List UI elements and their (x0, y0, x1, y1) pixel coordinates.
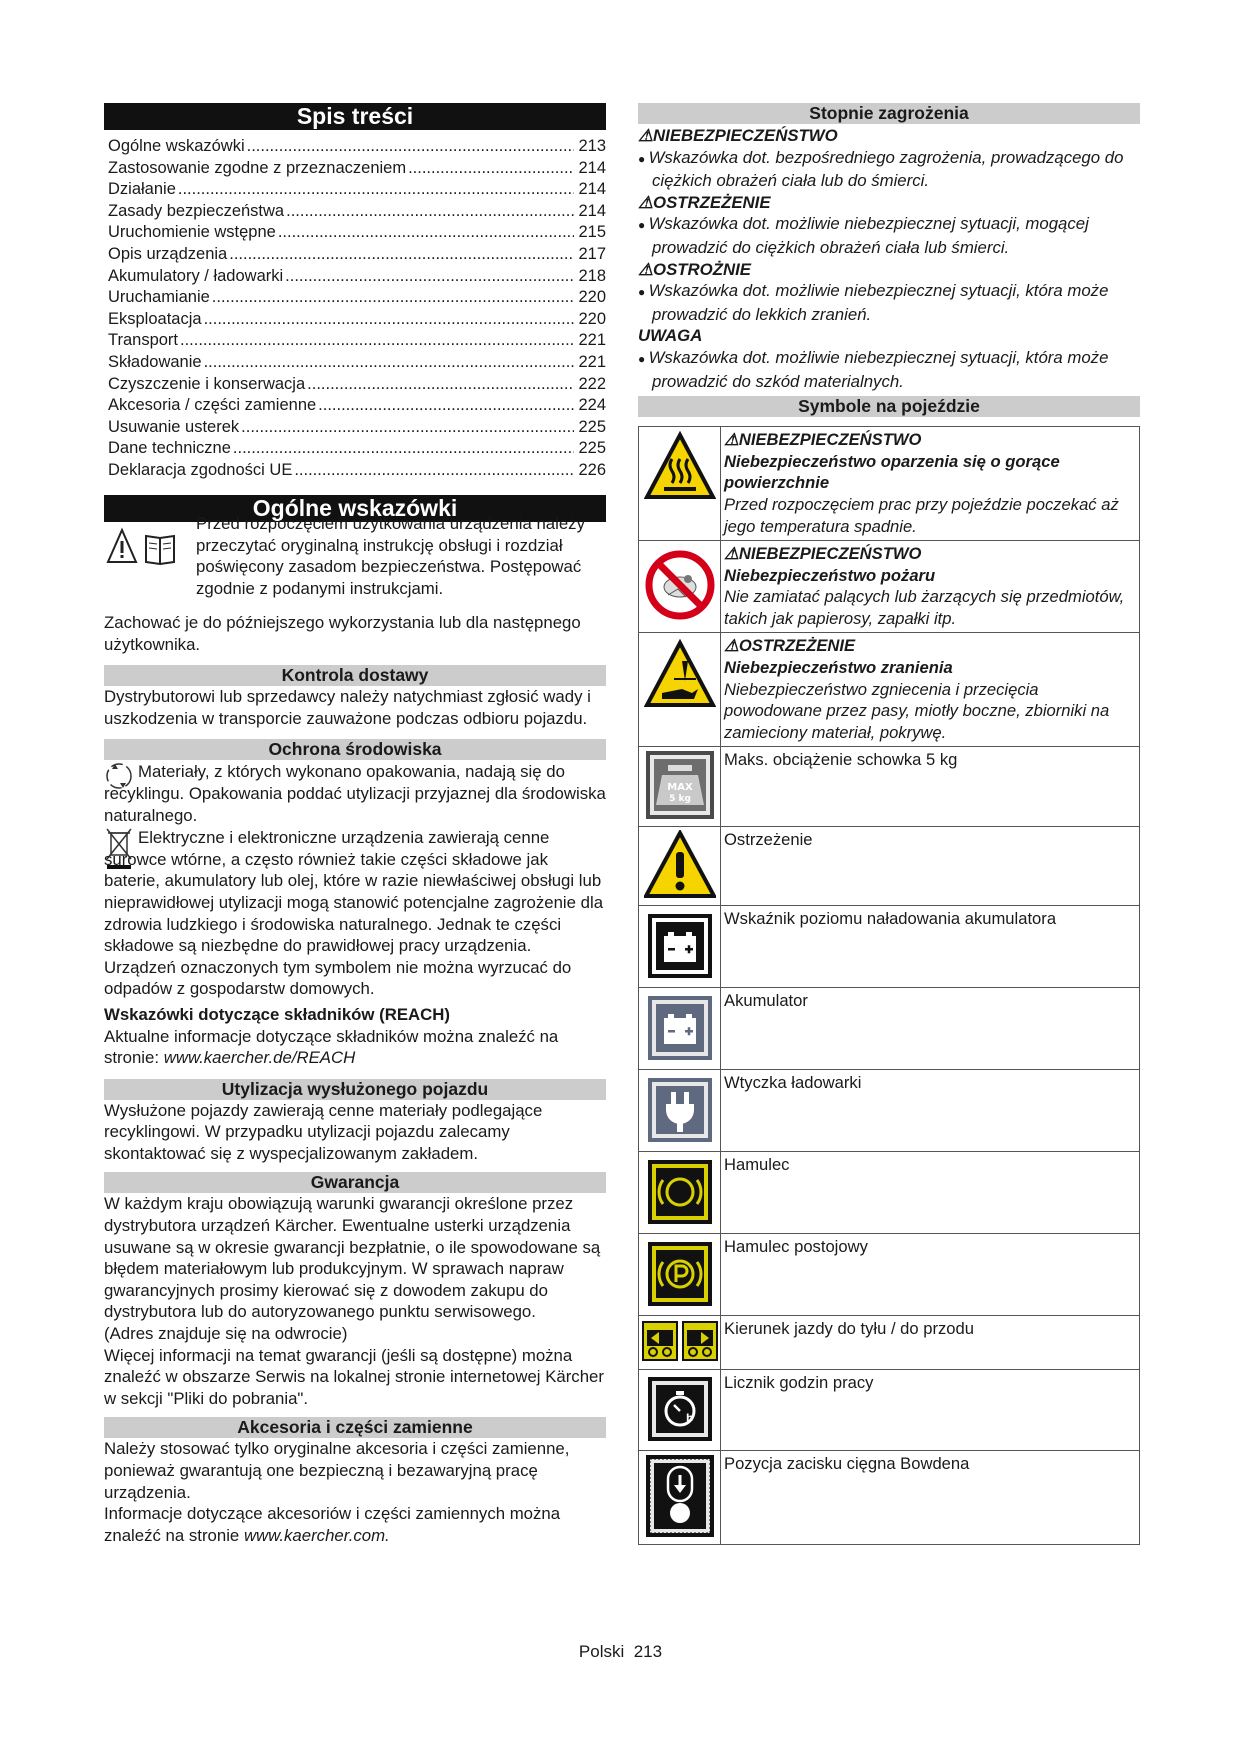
svg-text:h: h (685, 1413, 693, 1425)
hazard-level-description (638, 347, 1140, 392)
injury-level: ⚠OSTRZEŻENIE (724, 636, 856, 656)
disposal-title: Utylizacja wysłużonego pojazdu (104, 1079, 606, 1100)
hazard-level-label (638, 125, 1140, 147)
direction-icon (639, 1316, 721, 1370)
toc-leader-dots (408, 158, 574, 180)
injury-head: Niebezpieczeństwo zranienia (724, 658, 953, 678)
battery-icon (639, 988, 721, 1070)
symbol-row-max-load (639, 747, 1140, 827)
no-burning-objects-icon (639, 541, 721, 633)
toc-leader-dots (178, 179, 574, 201)
hot-surface-icon (639, 427, 721, 541)
toc-entry-label: Transport (108, 331, 178, 350)
toc-leader-dots (241, 417, 574, 439)
electronics-text: Elektryczne i elektroniczne urządzenia zawierają cenne surowce wtórne, a często również takie części składowe jak baterie, akumulatory lub olej, które w razie niewłaściwej obsługi lub nieprawidłowej utylizacji mogą stanowić potencjalne zagrożenie dla zdrowia ludzkiego i środowiska naturalnego. Jednak te części składowe są niezbędne do prawidłowej pracy urządzenia. Urządzeń oznaczonych tym symbolem nie można wyrzucać do odpadów z gospodarstw domowych. (104, 828, 604, 999)
warning-manual-icon (104, 526, 184, 568)
toc-entry-page: 224 (578, 396, 606, 415)
symbol-row-fire (639, 541, 1140, 633)
battery-level-text: Wskaźnik poziomu naładowania akumulatora (721, 906, 1140, 988)
burn-head: Niebezpieczeństwo oparzenia się o gorące powierzchnie (724, 451, 1060, 493)
battery-level-icon (639, 906, 721, 988)
hour-counter-icon (639, 1370, 721, 1451)
toc-entry-page: 217 (578, 244, 606, 263)
symbol-row-battery-level (639, 906, 1140, 988)
electronics-block (104, 827, 606, 1000)
warning-triangle-icon: ⚠ (638, 192, 654, 212)
toc-leader-dots (180, 330, 574, 352)
toc-entry-label: Uruchomienie wstępne (108, 223, 276, 242)
toc-entry[interactable] (108, 136, 606, 158)
toc-entry[interactable] (108, 309, 606, 331)
toc-entry[interactable] (108, 222, 606, 244)
symbol-fire-text (721, 541, 1140, 633)
hazard-level-name: OSTROŻNIE (653, 259, 751, 279)
toc-entry-label: Deklaracja zgodności UE (108, 460, 293, 479)
toc-entry[interactable] (108, 352, 606, 374)
fire-level: ⚠NIEBEZPIECZEŃSTWO (724, 544, 922, 564)
toc-entry-page: 218 (578, 266, 606, 285)
toc-leader-dots (285, 266, 574, 288)
toc-leader-dots (318, 395, 574, 417)
toc-entry[interactable] (108, 395, 606, 417)
hazard-level-text: Wskazówka dot. możliwie niebezpiecznej sytuacji, która może prowadzić do lekkich zranień. (648, 281, 1109, 324)
right-column (638, 103, 1140, 1545)
toc-leader-dots (286, 201, 574, 223)
toc-leader-dots (229, 244, 574, 266)
toc-entry[interactable] (108, 179, 606, 201)
reach-title: Wskazówki dotyczące składników (REACH) (104, 1004, 450, 1024)
bullet-icon: ● (638, 351, 649, 366)
accessories-text: Należy stosować tylko oryginalne akcesoria i części zamienne, ponieważ gwarantują one bezpieczną i bezawaryjną pracę urządzenia. (104, 1439, 570, 1502)
toc-entry-page: 214 (578, 158, 606, 177)
fire-text: Nie zamiatać palących lub żarzących się przedmiotów, takich jak papierosy, zapałki itp. (724, 587, 1125, 628)
footer-language: Polski (578, 1642, 625, 1661)
delivery-text: Dystrybutorowi lub sprzedawcy należy natychmiast zgłosić wady i uszkodzenia w transporcie zauważone podczas odbioru pojazdu. (104, 687, 591, 728)
toc-entry-page: 220 (578, 309, 606, 328)
injury-level-label: OSTRZEŻENIE (738, 636, 856, 656)
warning-triangle-icon: ⚠ (638, 126, 654, 145)
hazard-level-text: Wskazówka dot. możliwie niebezpiecznej sytuacji, która może prowadzić do szkód materialnych. (648, 347, 1109, 391)
toc-entry-label: Zastosowanie zgodne z przeznaczeniem (108, 158, 407, 177)
toc-leader-dots (233, 438, 574, 460)
toc-entry[interactable] (108, 266, 606, 288)
bullet-icon: ● (638, 285, 649, 300)
toc-entry-label: Akcesoria / części zamienne (108, 396, 317, 415)
kaercher-link[interactable]: www.kaercher.com. (243, 1525, 390, 1545)
bullet-icon: ● (638, 151, 649, 166)
toc-entry[interactable] (108, 201, 606, 223)
direction-text: Kierunek jazdy do tyłu / do przodu (721, 1316, 1140, 1370)
symbol-row-direction (639, 1316, 1140, 1370)
burn-level-label: NIEBEZPIECZEŃSTWO (738, 430, 922, 450)
toc-leader-dots (204, 352, 574, 374)
page-footer (0, 1642, 1241, 1662)
symbol-row-parking-brake (639, 1234, 1140, 1316)
warranty-address: (Adres znajduje się na odwrocie) (104, 1324, 348, 1344)
symbol-row-injury (639, 633, 1140, 747)
reach-text-label: Aktualne informacje dotyczące składników można znaleźć na stronie: (104, 1026, 559, 1068)
bowden-clamp-icon (639, 1451, 721, 1545)
general-intro-text: Przed rozpoczęciem użytkowania urządzenia należy przeczytać oryginalną instrukcję obsługi i rozdział poświęcony zasadom bezpieczeństwa. Postępować zgodnie z podanymi instrukcjami. (196, 514, 585, 598)
toc-entry-label: Eksploatacja (108, 309, 202, 328)
hour-counter-text: Licznik godzin pracy (721, 1370, 1140, 1451)
symbol-injury-text (721, 633, 1140, 747)
battery-text: Akumulator (721, 988, 1140, 1070)
hazard-level-text: Wskazówka dot. bezpośredniego zagrożenia, prowadzącego do ciężkich obrażeń ciała lub do śmierci. (648, 147, 1124, 191)
toc-entry[interactable] (108, 460, 606, 482)
toc-list (104, 130, 606, 484)
toc-entry-label: Zasady bezpieczeństwa (108, 201, 285, 220)
toc-entry-label: Dane techniczne (108, 439, 231, 458)
hazard-level-description (638, 147, 1140, 192)
toc-entry-label: Składowanie (108, 352, 202, 371)
symbol-row-hour-counter (639, 1370, 1140, 1451)
symbols-title: Symbole na pojeździe (638, 396, 1140, 417)
toc-entry-page: 221 (578, 331, 606, 350)
symbol-row-warning (639, 827, 1140, 906)
hand-crush-icon (639, 633, 721, 747)
toc-leader-dots (278, 222, 574, 244)
warning-icon (639, 827, 721, 906)
parking-brake-icon (639, 1234, 721, 1316)
parking-brake-text: Hamulec postojowy (721, 1234, 1140, 1316)
toc-entry-page: 220 (578, 288, 606, 307)
toc-entry-page: 221 (578, 352, 606, 371)
toc-entry-label: Działanie (108, 180, 176, 199)
environment-title: Ochrona środowiska (104, 739, 606, 760)
max-icon-top: MAX (666, 782, 693, 794)
toc-entry-page: 215 (578, 223, 606, 242)
accessories-title: Akcesoria i części zamienne (104, 1417, 606, 1438)
recycling-block (104, 761, 606, 826)
burn-text: Przed rozpoczęciem prac przy pojeździe poczekać aż jego temperatura spadnie. (724, 494, 1119, 536)
toc-entry-page: 213 (578, 137, 606, 155)
warning-text: Ostrzeżenie (721, 827, 1140, 906)
bullet-icon: ● (638, 218, 649, 233)
toc-entry[interactable] (108, 158, 606, 180)
accessories-info-label: Informacje dotyczące akcesoriów i części zamiennych można znaleźć na stronie (104, 1504, 561, 1545)
bowden-text: Pozycja zacisku cięgna Bowdena (721, 1451, 1140, 1545)
max-icon-bottom: 5 kg (668, 794, 691, 805)
charger-plug-icon (639, 1070, 721, 1152)
hazard-level-name: NIEBEZPIECZEŃSTWO (653, 126, 838, 145)
general-title: Ogólne wskazówki (104, 495, 606, 522)
toc-entry[interactable] (108, 287, 606, 309)
general-keep: Zachować je do późniejszego wykorzystania lub dla następnego użytkownika. (104, 613, 581, 654)
warranty-text: W każdym kraju obowiązują warunki gwarancji określone przez dystrybutora urządzeń Kärcher. Ewentualne usterki urządzenia usuwane są w okresie gwarancji bezpłatnie, o ile spowodowane są błędem materiałowym lub produkcyjnym. W sprawach napraw gwarancyjnych prosimy kierować się z dowodem zakupu do dystrybutora lub do autoryzowanego punktu serwisowego. (104, 1194, 601, 1322)
footer-page-number: 213 (633, 1642, 663, 1661)
toc-entry-label: Usuwanie usterek (108, 417, 240, 436)
toc-entry-page: 226 (578, 460, 606, 479)
toc-leader-dots (204, 309, 574, 331)
toc-leader-dots (294, 460, 574, 482)
symbol-row-charger (639, 1070, 1140, 1152)
symbol-row-burn (639, 427, 1140, 541)
toc-entry-label: Akumulatory / ładowarki (108, 266, 284, 285)
fire-head: Niebezpieczeństwo pożaru (724, 565, 936, 585)
toc-entry-page: 222 (578, 374, 606, 393)
toc-entry-page: 214 (578, 201, 606, 220)
hazard-level-name: OSTRZEŻENIE (653, 192, 771, 212)
toc-entry-label: Uruchamianie (108, 288, 210, 307)
toc-entry-page: 225 (578, 439, 606, 458)
left-column (104, 103, 606, 1546)
toc-leader-dots (247, 136, 574, 158)
burn-level: ⚠NIEBEZPIECZEŃSTWO (724, 430, 922, 450)
hazard-levels-title: Stopnie zagrożenia (638, 103, 1140, 124)
toc-entry[interactable] (108, 374, 606, 396)
max-load-icon (639, 747, 721, 827)
fire-level-label: NIEBEZPIECZEŃSTWO (738, 544, 922, 564)
reach-link[interactable]: www.kaercher.de/REACH (163, 1048, 356, 1068)
toc-entry-label: Czyszczenie i konserwacja (108, 374, 306, 393)
toc-entry-label: Opis urządzenia (108, 244, 228, 263)
hazard-level-name: UWAGA (638, 326, 703, 346)
delivery-title: Kontrola dostawy (104, 665, 606, 686)
warranty-more: Więcej informacji na temat gwarancji (jeśli są dostępne) można znaleźć w obszarze Serwis na lokalnej stronie internetowej Kärcher w sekcji "Pliki do pobrania". (104, 1345, 604, 1408)
warranty-title: Gwarancja (104, 1172, 606, 1193)
max-load-text: Maks. obciążenie schowka 5 kg (721, 747, 1140, 827)
toc-leader-dots (212, 287, 574, 309)
recycling-text: Materiały, z których wykonano opakowania, nadają się do recyklingu. Opakowania poddać utylizacji przyjaznej dla środowiska naturalnego. (104, 762, 606, 825)
toc-entry-page: 214 (578, 180, 606, 199)
toc-entry-page: 225 (578, 417, 606, 436)
symbol-row-battery (639, 988, 1140, 1070)
injury-text: Niebezpieczeństwo zgniecenia i przecięcia powodowane przez pasy, miotły boczne, zbiorniki na zamieciony materiał, pokrywę. (724, 679, 1110, 742)
disposal-text: Wysłużone pojazdy zawierają cenne materiały podlegające recyklingowi. W przypadku utylizacji pojazdu zalecamy skontaktować się z wyspecjalizowanym zakładem. (104, 1100, 543, 1163)
accessories-info (104, 1503, 606, 1546)
toc-entry[interactable] (108, 417, 606, 439)
hazard-levels-list (638, 125, 1140, 392)
toc-title: Spis treści (104, 103, 606, 130)
hazard-level-text: Wskazówka dot. możliwie niebezpiecznej sytuacji, mogącej prowadzić do ciężkich obrażeń ciała lub śmierci. (648, 214, 1089, 257)
brake-text: Hamulec (721, 1152, 1140, 1234)
symbol-burn-text (721, 427, 1140, 541)
reach-text (104, 1026, 606, 1069)
symbol-row-brake (639, 1152, 1140, 1234)
hazard-level-label (638, 325, 1140, 347)
toc-entry-label: Ogólne wskazówki (108, 137, 245, 155)
brake-icon (639, 1152, 721, 1234)
symbols-table (638, 426, 1140, 1545)
charger-plug-text: Wtyczka ładowarki (721, 1070, 1140, 1152)
toc-entry[interactable] (108, 330, 606, 352)
toc-leader-dots (307, 374, 574, 396)
hazard-level-description (638, 213, 1140, 258)
hazard-level-description (638, 280, 1140, 325)
hazard-level-label (638, 259, 1140, 281)
hazard-level-label (638, 192, 1140, 214)
warning-triangle-icon: ⚠ (638, 259, 654, 279)
symbol-row-bowden (639, 1451, 1140, 1545)
toc-entry[interactable] (108, 244, 606, 266)
toc-entry[interactable] (108, 438, 606, 460)
